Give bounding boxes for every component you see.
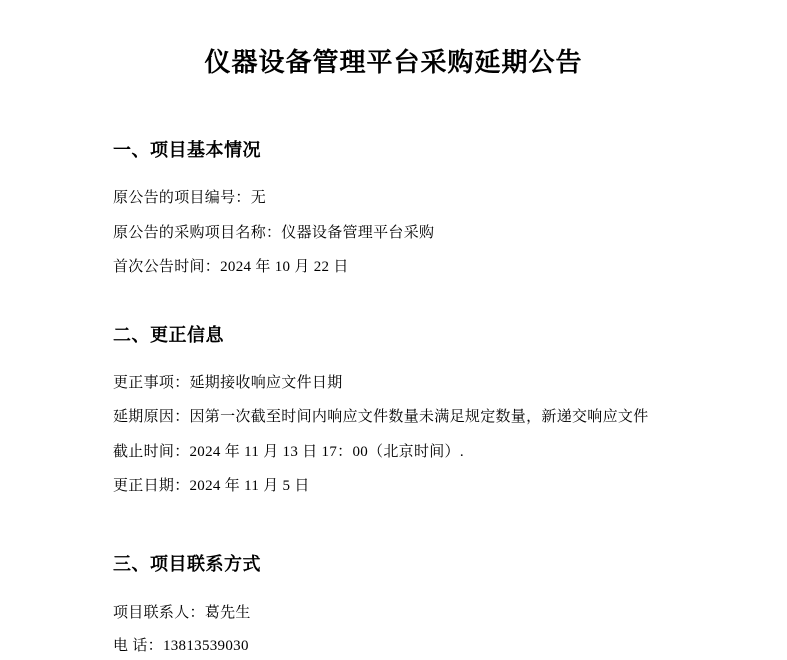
delay-reason: 延期原因：因第一次截至时间内响应文件数量未满足规定数量，新递交响应文件 <box>113 409 649 425</box>
section-correction-info <box>113 321 727 498</box>
section-heading-3: 三、项目联系方式 <box>113 553 261 574</box>
document-page <box>0 42 787 660</box>
original-announcement-number: 原公告的项目编号：无 <box>113 190 267 206</box>
section-project-basic-info <box>113 136 727 279</box>
first-announcement-date: 首次公告时间：2024 年 10 月 22 日 <box>113 259 349 275</box>
section-heading-2: 二、更正信息 <box>113 324 224 345</box>
section-contact-info <box>113 550 727 658</box>
page-title: 仪器设备管理平台采购延期公告 <box>204 48 583 77</box>
section-heading-1: 一、项目基本情况 <box>113 140 261 160</box>
deadline-time: 截止时间：2024 年 11 月 13 日 17：00（北京时间）. <box>113 443 464 460</box>
contact-phone: 电 话：13813539030 <box>113 638 249 654</box>
correction-item: 更正事项：延期接收响应文件日期 <box>113 374 343 391</box>
original-project-name: 原公告的采购项目名称：仪器设备管理平台采购 <box>113 224 435 241</box>
correction-date: 更正日期：2024 年 11 月 5 日 <box>113 478 310 494</box>
contact-person: 项目联系人：葛先生 <box>113 604 251 621</box>
